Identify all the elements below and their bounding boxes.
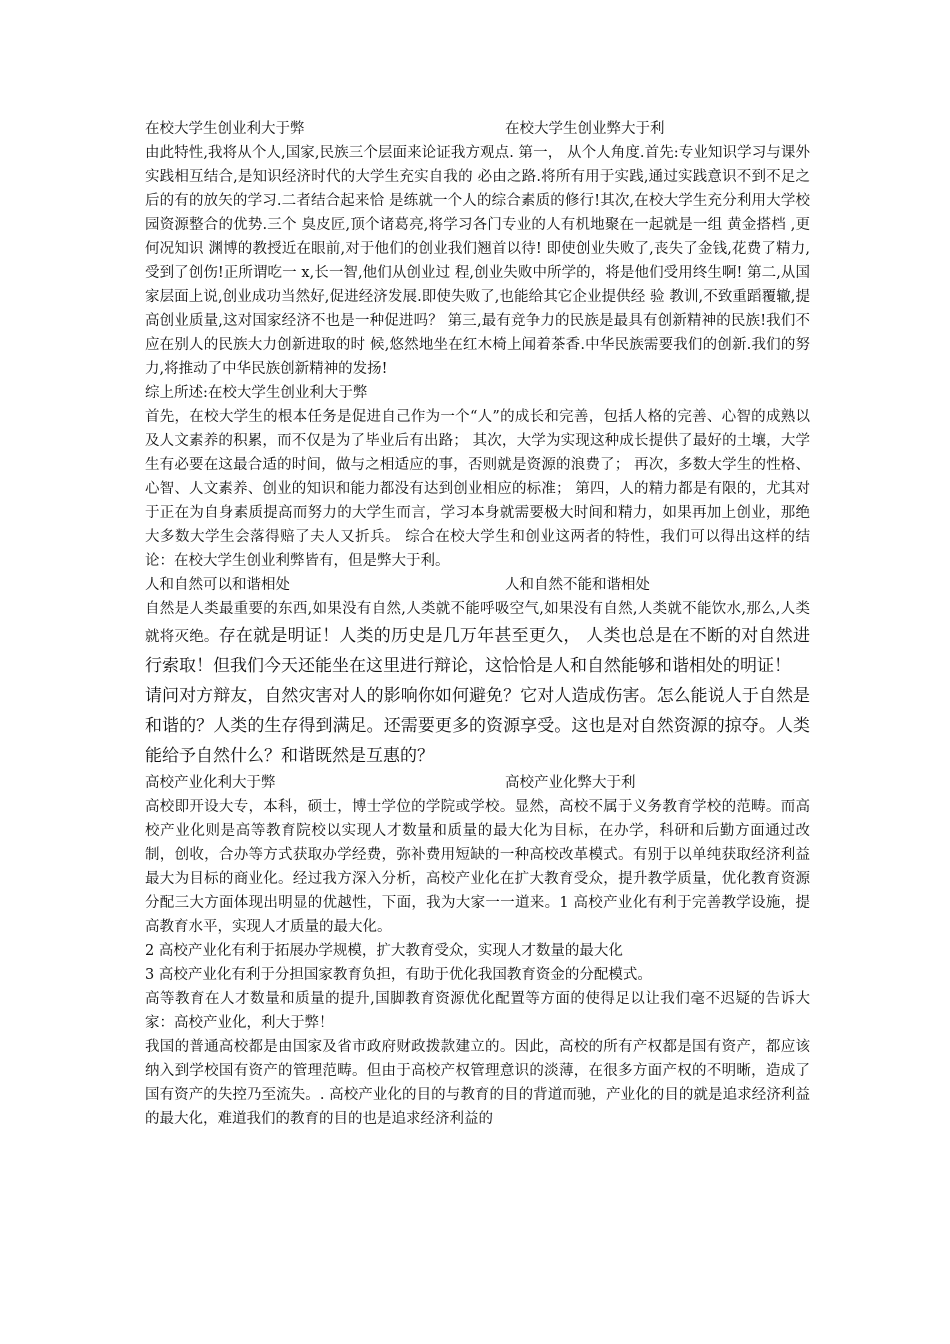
con-title: 在校大学生创业弊大于利 bbox=[505, 121, 665, 137]
paragraph: 综上所述:在校大学生创业利大于弊 bbox=[145, 385, 368, 401]
con-title: 高校产业化弊大于利 bbox=[505, 775, 636, 791]
paragraph: 高等教育在人才数量和质量的提升,国脚教育资源优化配置等方面的使得足以让我们毫不迟疑的告诉大家：高校产业化，利大于弊！ bbox=[145, 991, 810, 1031]
pro-title: 高校产业化利大于弊 bbox=[145, 775, 276, 791]
paragraph: 2 高校产业化有利于拓展办学规模，扩大教育受众，实现人才数量的最大化 bbox=[145, 943, 623, 959]
debate-titles-2 bbox=[145, 573, 810, 597]
con-title: 人和自然不能和谐相处 bbox=[505, 577, 650, 593]
paragraph bbox=[145, 597, 810, 681]
debate-titles-3 bbox=[145, 771, 810, 795]
paragraph: 高校即开设大专，本科，硕士，博士学位的学院或学校。显然，高校不属于义务教育学校的范畴。而高校产业化则是高等教育院校以实现人才数量和质量的最大化为目标，在办学，科研和后勤方面通过改制，创收，合办等方式获取办学经费，弥补费用短缺的一种高校改革模式。有别于以单纯获取经济利益最大为目标的商业化。经过我方深入分析，高校产业化在扩大教育受众，提升教学质量，优化教育资源分配三大方面体现出明显的优越性，下面，我为大家一一道来。1 高校产业化有利于完善教学设施，提高教育水平，实现人才质量的最大化。 bbox=[145, 799, 810, 935]
paragraph-text-large: 存在就是明证！人类的历史是几万年甚至更久， 人类也总是在不断的对自然进行索取！但我们今天还能坐在这里进行辩论，这恰恰是人和自然能够和谐相处的明证！ bbox=[145, 626, 811, 676]
paragraph: 由此特性,我将从个人,国家,民族三个层面来论证我方观点. 第一， 从个人角度.首先:专业知识学习与课外实践相互结合,是知识经济时代的大学生充实自我的 必由之路.将所有用于实践,通过实践意识不到不足之后的有的放矢的学习.二者结合起来恰 是练就一个人的综合素质的修行!其次,在校大学生充分利用大学校园资源整合的优势.三个 臭皮匠,顶个诸葛亮,将学习各门专业的人有机地聚在一起就是一组 黄金搭档 ,更何况知识 渊博的教授近在眼前,对于他们的创业我们翘首以待! 即使创业失败了,丧失了金钱,花费了精力,受到了创伤!正所谓吃一 x,长一智,他们从创业过 程,创业失败中所学的，将是他们受用终生啊! 第二,从国家层面上说,创业成功当然好,促进经济发展.即使失败了,也能给其它企业提供经 验 教训,不致重蹈覆辙,提高创业质量,这对国家经济不也是一种促进吗？ 第三,最有竞争力的民族是最具有创新精神的民族!我们不应在别人的民族大力创新进取的时 候,悠然地坐在红木椅上闻着茶香.中华民族需要我们的创新.我们的努力,将推动了中华民族创新精神的发扬! bbox=[145, 145, 810, 377]
debate-titles-1 bbox=[145, 117, 810, 141]
paragraph-text: 自然是人类最重要的东西,如果没有自然,人类就不能呼吸空气,如果没有自然,人类就不能饮水,那么,人类就将灭绝。 bbox=[145, 601, 810, 645]
paragraph: 首先，在校大学生的根本任务是促进自己作为一个“人”的成长和完善，包括人格的完善、心智的成熟以及人文素养的积累，而不仅是为了毕业后有出路； 其次，大学为实现这种成长提供了最好的土壤，大学生有必要在这最合适的时间，做与之相适应的事，否则就是资源的浪费了； 再次，多数大学生的性格、心智、人文素养、创业的知识和能力都没有达到创业相应的标准； 第四，人的精力都是有限的，尤其对于正在为自身素质提高而努力的大学生而言，学习本身就需要极大时间和精力，如果再加上创业，那绝大多数大学生会落得赔了夫人又折兵。 综合在校大学生和创业这两者的特性，我们可以得出这样的结论：在校大学生创业利弊皆有，但是弊大于利。 bbox=[145, 409, 810, 569]
paragraph: 请问对方辩友，自然灾害对人的影响你如何避免？它对人造成伤害。怎么能说人于自然是和谐的？人类的生存得到满足。还需要更多的资源享受。这也是对自然资源的掠夺。人类能给予自然什么？和谐既然是互惠的？ bbox=[145, 686, 810, 766]
pro-title: 人和自然可以和谐相处 bbox=[145, 577, 290, 593]
paragraph: 3 高校产业化有利于分担国家教育负担，有助于优化我国教育资金的分配模式。 bbox=[145, 967, 652, 983]
pro-title: 在校大学生创业利大于弊 bbox=[145, 121, 305, 137]
paragraph: 我国的普通高校都是由国家及省市政府财政拨款建立的。因此，高校的所有产权都是国有资产，都应该纳入到学校国有资产的管理范畴。但由于高校产权管理意识的淡薄，在很多方面产权的不明晰，造成了国有资产的失控乃至流失。. 高校产业化的目的与教育的目的背道而驰，产业化的目的就是追求经济利益的最大化，难道我们的教育的目的也是追求经济利益的 bbox=[145, 1039, 810, 1127]
document-page bbox=[145, 117, 810, 1131]
